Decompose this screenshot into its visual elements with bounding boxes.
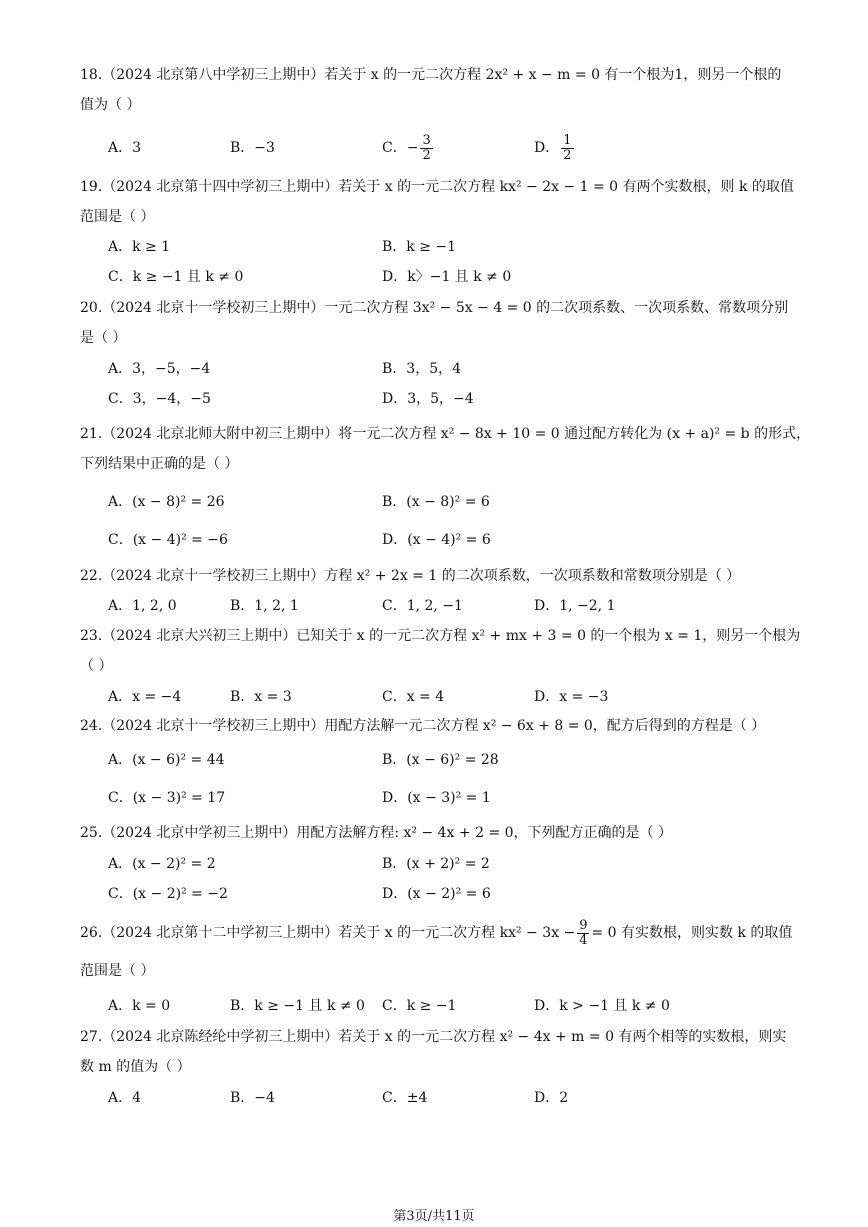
question-text <box>80 918 792 948</box>
numerator: 1 <box>563 132 572 148</box>
numerator: 9 <box>579 917 588 933</box>
option-c: C．1, 2, −1 <box>382 598 463 614</box>
options-18 <box>108 133 798 163</box>
option-b: B．k ≥ −1 且 k ≠ 0 <box>230 998 365 1014</box>
question-25 <box>80 818 792 848</box>
option-b: B．3，5，4 <box>382 361 462 377</box>
option-b: B．1, 2, 1 <box>230 598 299 614</box>
option-a: A．(x − 8)² = 26 <box>108 494 225 510</box>
denominator: 2 <box>422 147 431 163</box>
option-c: C．k ≥ −1 且 k ≠ 0 <box>108 269 244 285</box>
option-c: C．(x − 3)² = 17 <box>108 790 226 806</box>
fraction <box>577 919 589 948</box>
option-c: C．(x − 2)² = −2 <box>108 886 228 902</box>
option-a: A．3 <box>108 140 142 156</box>
option-d: D．(x − 4)² = 6 <box>382 532 491 548</box>
denominator: 4 <box>579 932 588 948</box>
question-text: 18.（2024 北京第八中学初三上期中）若关于 x 的一元二次方程 2x² + x − m = 0 有一个根为1，则另一个根的 <box>80 67 782 83</box>
options-24 <box>108 745 798 813</box>
question-21 <box>80 419 811 479</box>
option-c: C．(x − 4)² = −6 <box>108 532 228 548</box>
options-25 <box>108 849 798 909</box>
option-d: D．(x − 3)² = 1 <box>382 790 491 806</box>
question-text: 是（ ） <box>80 330 127 346</box>
question-text: 范围是（ ） <box>80 209 155 225</box>
question-text: （ ） <box>80 658 113 674</box>
options-20 <box>108 354 798 414</box>
option-c: C．k ≥ −1 <box>382 998 457 1014</box>
option-a: A．(x − 2)² = 2 <box>108 856 216 872</box>
option-b: B．−4 <box>230 1090 275 1106</box>
option-c: C．3，−4，−5 <box>108 391 211 407</box>
option-c <box>382 133 435 163</box>
option-b: B．k ≥ −1 <box>382 239 457 255</box>
question-22 <box>80 561 792 591</box>
option-d: D．x = −3 <box>534 689 609 705</box>
option-a: A．3，−5，−4 <box>108 361 211 377</box>
option-d <box>534 133 576 163</box>
page-number: 第3页/共11页 <box>393 1209 475 1224</box>
question-text: 值为（ ） <box>80 97 141 113</box>
question-text-start: 26.（2024 北京第十二中学初三上期中）若关于 x 的一元二次方程 kx² − 3x − <box>80 925 576 941</box>
question-text: 25.（2024 北京中学初三上期中）用配方法解方程: x² − 4x + 2 = 0，下列配方正确的是（ ） <box>80 825 672 841</box>
option-c: C．±4 <box>382 1090 428 1106</box>
question-27 <box>80 1022 792 1082</box>
denominator: 2 <box>563 147 572 163</box>
option-a: A．k = 0 <box>108 998 171 1014</box>
question-text: 数 m 的值为（ ） <box>80 1059 191 1075</box>
option-a: A．1, 2, 0 <box>108 598 177 614</box>
question-text: 21.（2024 北京北师大附中初三上期中）将一元二次方程 x² − 8x + 10 = 0 通过配方转化为 (x + a)² = b 的形式， <box>80 426 811 442</box>
fraction <box>561 134 573 163</box>
options-23 <box>108 682 798 712</box>
options-19 <box>108 232 798 292</box>
question-24 <box>80 711 792 741</box>
option-a: A．x = −4 <box>108 689 182 705</box>
options-27 <box>108 1083 798 1113</box>
fraction <box>420 134 432 163</box>
question-text: 下列结果中正确的是（ ） <box>80 456 239 472</box>
option-a: A．4 <box>108 1090 142 1106</box>
question-text: 20.（2024 北京十一学校初三上期中）一元二次方程 3x² − 5x − 4 = 0 的二次项系数、一次项系数、常数项分别 <box>80 300 789 316</box>
question-23 <box>80 621 801 681</box>
option-c: C．x = 4 <box>382 689 445 705</box>
question-text: 22.（2024 北京十一学校初三上期中）方程 x² + 2x = 1 的二次项系数，一次项系数和常数项分别是（ ） <box>80 568 741 584</box>
question-text: 23.（2024 北京大兴初三上期中）已知关于 x 的一元二次方程 x² + mx + 3 = 0 的一个根为 x = 1，则另一个根为 <box>80 628 801 644</box>
option-a: A．k ≥ 1 <box>108 239 171 255</box>
question-19 <box>80 172 792 232</box>
option-b: B．(x − 8)² = 6 <box>382 494 490 510</box>
option-d: D．3，5，−4 <box>382 391 474 407</box>
option-b: B．−3 <box>230 140 275 156</box>
option-label: C． <box>382 140 407 156</box>
question-text: 范围是（ ） <box>80 963 155 979</box>
numerator: 3 <box>422 132 431 148</box>
options-21 <box>108 487 798 555</box>
minus-sign: − <box>406 140 419 156</box>
option-b: B．(x + 2)² = 2 <box>382 856 490 872</box>
question-text-end: = 0 有实数根，则实数 k 的取值 <box>591 925 793 941</box>
option-d: D．1, −2, 1 <box>534 598 616 614</box>
option-b: B．x = 3 <box>230 689 292 705</box>
question-text: 19.（2024 北京第十四中学初三上期中）若关于 x 的一元二次方程 kx² − 2x − 1 = 0 有两个实数根，则 k 的取值 <box>80 179 794 195</box>
question-text: 24.（2024 北京十一学校初三上期中）用配方法解一元二次方程 x² − 6x + 8 = 0，配方后得到的方程是（ ） <box>80 718 766 734</box>
option-b: B．(x − 6)² = 28 <box>382 752 499 768</box>
option-d: D．2 <box>534 1090 569 1106</box>
option-label: D． <box>534 140 560 156</box>
option-d: D．k > −1 且 k ≠ 0 <box>534 998 670 1014</box>
option-d: D．k〉−1 且 k ≠ 0 <box>382 269 512 285</box>
options-26 <box>108 991 798 1021</box>
question-18 <box>80 60 792 120</box>
options-22 <box>108 591 798 621</box>
question-26 <box>80 918 792 986</box>
option-a: A．(x − 6)² = 44 <box>108 752 225 768</box>
question-20 <box>80 293 792 353</box>
option-d: D．(x − 2)² = 6 <box>382 886 491 902</box>
question-text: 27.（2024 北京陈经纶中学初三上期中）若关于 x 的一元二次方程 x² − 4x + m = 0 有两个相等的实数根，则实 <box>80 1029 787 1045</box>
